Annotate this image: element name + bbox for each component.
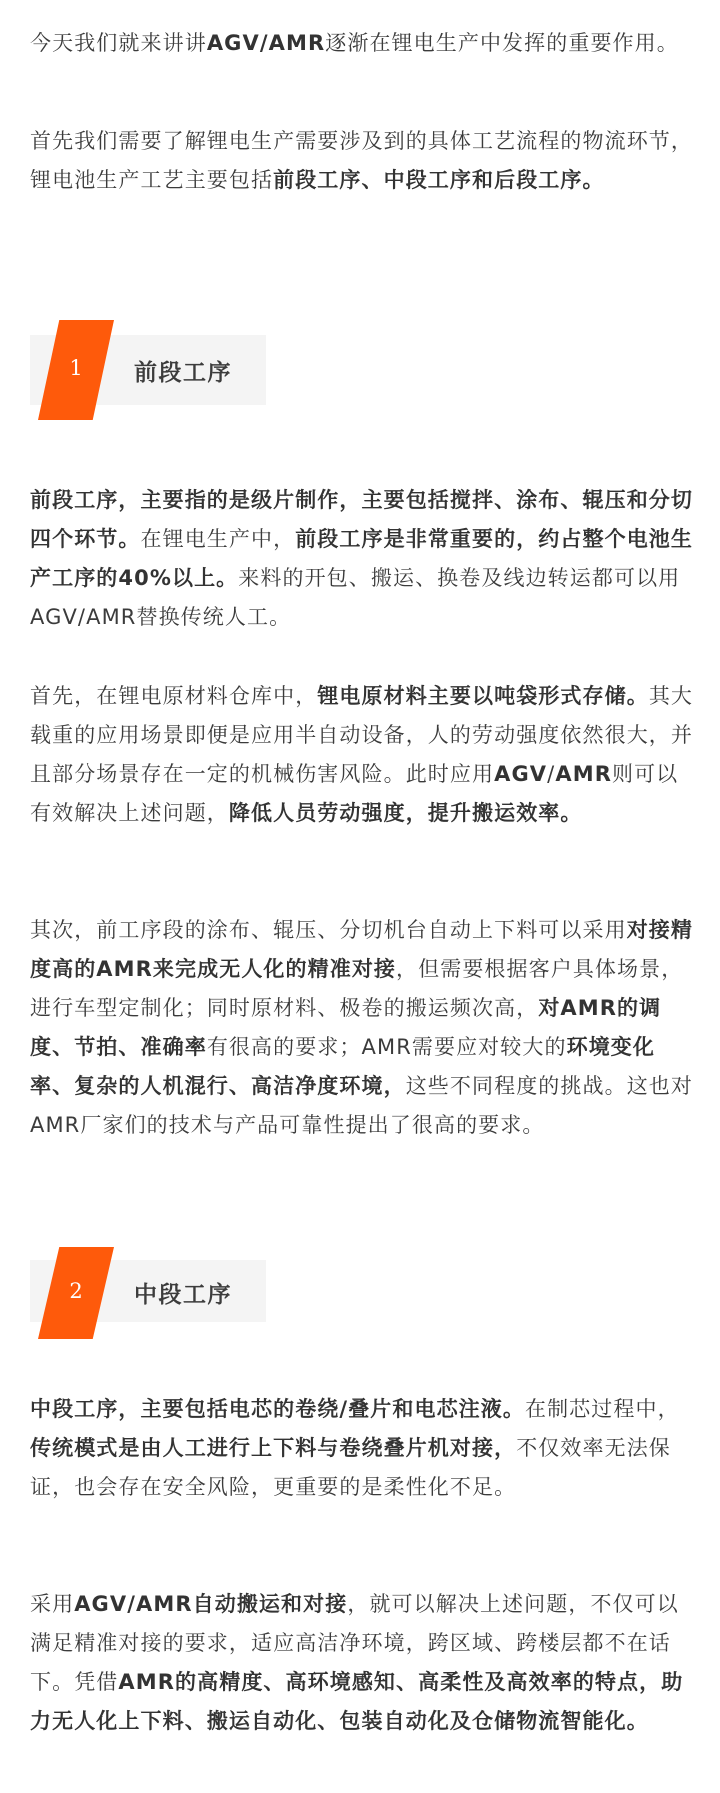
intro-paragraph — [30, 24, 694, 63]
text-run: 这些不同程度的挑战。这也对AMR厂家们的技术与产品可靠性提出了很高的要求。 — [30, 1074, 694, 1137]
text-run: 其大载重的应用场景即便是应用半自动设备，人的劳动强度依然很大，并且部分场景存在一定的机械伤害风险。此时应用 — [30, 684, 694, 786]
bold-run: 前段工序、中段工序和后段工序。 — [273, 168, 605, 192]
section-header-middle — [30, 1247, 290, 1347]
bold-run: AMR的高精度、高环境感知、高柔性及高效率的特点，助力无人化上下料、搬运自动化、包装自动化及仓储物流智能化。 — [30, 1670, 684, 1733]
text-run: ，就可以解决上述问题，不仅可以满足精准对接的要求，适应高洁净环境，跨区域、跨楼层都不在话下。凭借 — [30, 1592, 679, 1694]
bold-run: 锂电原材料主要以吨袋形式存储。 — [317, 684, 649, 708]
bold-run: 传统模式是由人工进行上下料与卷绕叠片机对接， — [30, 1436, 517, 1460]
bold-run: 前段工序是非常重要的，约占整个电池生产工序的40%以上。 — [30, 527, 694, 590]
text-run: 逐渐在锂电生产中发挥的重要作用。 — [325, 31, 679, 55]
bold-run: AGV/AMR — [206, 31, 326, 55]
section-number: 1 — [69, 356, 83, 380]
text-run: 其次，前工序段的涂布、辊压、分切机台自动上下料可以采用 — [30, 918, 627, 942]
bold-run: AGV — [494, 762, 548, 786]
front-stage-paragraph-1 — [30, 481, 694, 637]
front-stage-paragraph-3 — [30, 911, 694, 1145]
middle-stage-paragraph-1 — [30, 1390, 694, 1507]
front-stage-paragraph-2 — [30, 677, 694, 833]
text-run: 不仅效率无法保证，也会存在安全风险，更重要的是柔性化不足。 — [30, 1436, 671, 1499]
text-run: 有很高的要求；AMR需要应对较大的 — [206, 1035, 567, 1059]
section-header-front — [30, 320, 290, 420]
bold-run: 中段工序，主要包括电芯的卷绕/叠片和电芯注液。 — [30, 1397, 525, 1421]
text-run: ，但需要根据客户具体场景，进行车型定制化；同时原材料、极卷的搬运频次高， — [30, 957, 684, 1020]
section-title: 前段工序 — [134, 360, 232, 386]
bold-run: 对AMR的调度、节拍、准确率 — [30, 996, 662, 1059]
bold-run: AMR — [555, 762, 612, 786]
text-run: 则可以有效解决上述问题， — [30, 762, 679, 825]
section-number: 2 — [69, 1279, 83, 1303]
bold-run: AGV/AMR自动搬运和对接 — [74, 1592, 348, 1616]
bold-run: 环境变化率、复杂的人机混行、高洁净度环境， — [30, 1035, 655, 1098]
text-run: 今天我们就来讲讲 — [30, 31, 207, 55]
text-run: 来料的开包、搬运、换卷及线边转运都可以用AGV/AMR替换传统人工。 — [30, 566, 681, 629]
process-overview-paragraph — [30, 122, 694, 200]
text-run: 在制芯过程中， — [524, 1397, 680, 1421]
bold-run: 对接精度高的AMR来完成无人化的精准对接 — [30, 918, 694, 981]
middle-stage-paragraph-2 — [30, 1585, 694, 1741]
text-run: / — [547, 762, 556, 786]
bold-run: 前段工序，主要指的是级片制作，主要包括搅拌、涂布、辊压和分切四个环节。 — [30, 488, 693, 551]
bold-run: 降低人员劳动强度，提升搬运效率。 — [228, 801, 583, 825]
text-run: 采用 — [30, 1592, 75, 1616]
section-title: 中段工序 — [134, 1282, 232, 1308]
text-run: 在锂电生产中， — [140, 527, 296, 551]
text-run: 首先我们需要了解锂电生产需要涉及到的具体工艺流程的物流环节，锂电池生产工艺主要包括 — [30, 129, 693, 192]
text-run: 首先，在锂电原材料仓库中， — [30, 684, 318, 708]
